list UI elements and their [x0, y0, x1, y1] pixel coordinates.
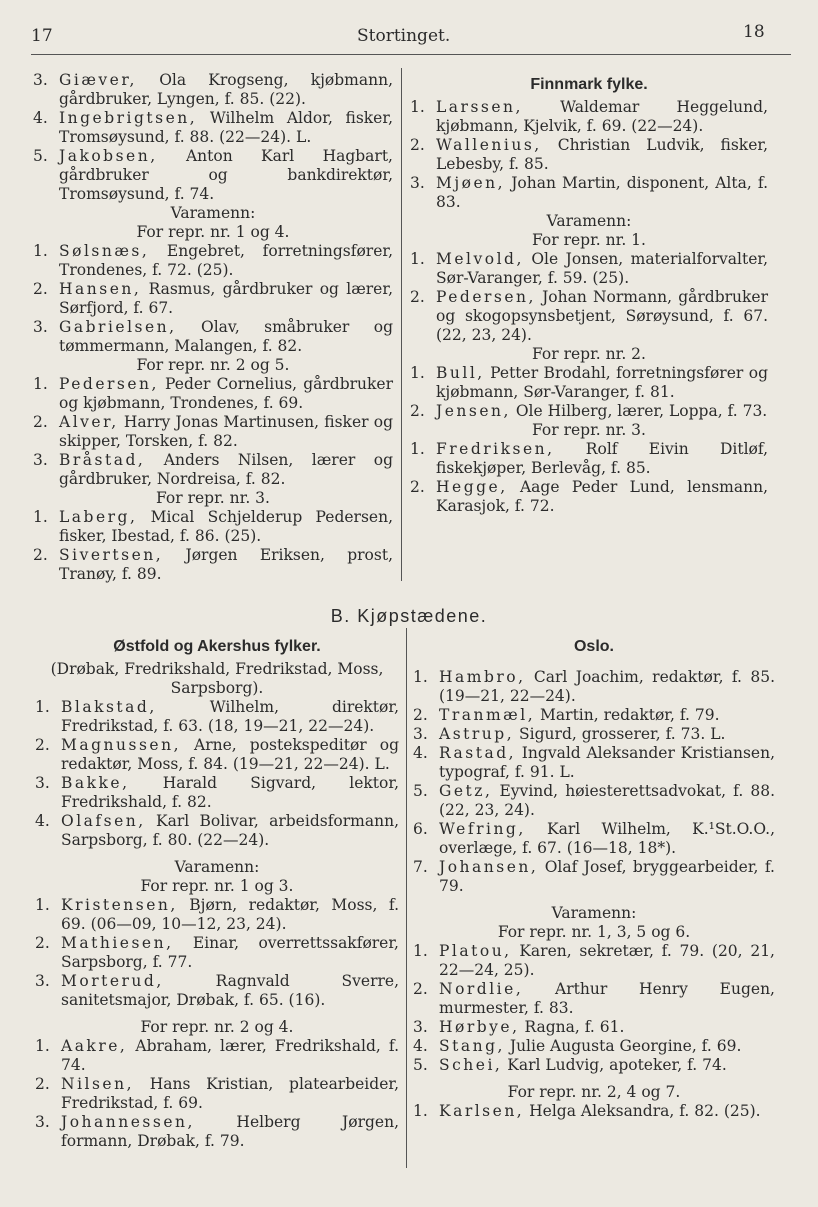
- column-bottom-left: [35, 637, 399, 1151]
- item-number: 6.: [413, 820, 428, 838]
- section-heading: Oslo.: [573, 638, 614, 655]
- item-number: 5.: [33, 147, 48, 165]
- list-item: [413, 942, 775, 980]
- item-number: 1.: [35, 896, 50, 914]
- item-number: 1.: [410, 440, 425, 458]
- person-name: Sølsnæs,: [59, 242, 150, 260]
- list-item: [413, 1056, 775, 1075]
- person-name: Blakstad,: [61, 698, 157, 716]
- person-details: Helga Aleksandra, f. 82. (25).: [524, 1102, 761, 1120]
- list-item: [35, 896, 399, 934]
- item-number: 7.: [413, 858, 428, 876]
- list-item: [33, 147, 393, 204]
- person-name: Morterud,: [61, 972, 164, 990]
- person-name: Stang,: [439, 1037, 505, 1055]
- list-item: [413, 706, 775, 725]
- item-number: 3.: [35, 1113, 50, 1131]
- item-number: 3.: [33, 71, 48, 89]
- item-number: 3.: [410, 174, 425, 192]
- person-details: Karl Wilhelm, K.¹St.O.O., overlæge, f. 67. (16—18, 18*).: [439, 820, 775, 857]
- item-number: 3.: [33, 318, 48, 336]
- list-item: [33, 242, 393, 280]
- subheading: For repr. nr. 3.: [156, 489, 270, 507]
- person-name: Wallenius,: [436, 136, 542, 154]
- person-details: Sigurd, grosserer, f. 73. L.: [514, 725, 726, 743]
- item-number: 4.: [413, 1037, 428, 1055]
- item-number: 1.: [33, 508, 48, 526]
- page-number-right: 18: [743, 22, 765, 42]
- column-top-left: [33, 71, 393, 584]
- spacer: [35, 850, 399, 858]
- person-details: Julie Augusta Georgine, f. 69.: [504, 1037, 742, 1055]
- person-details: Karl Ludvig, apoteker, f. 74.: [502, 1056, 727, 1074]
- person-details: Abraham, lærer, Fredrikshald, f. 74.: [61, 1037, 399, 1074]
- item-number: 1.: [413, 1102, 428, 1120]
- person-name: Jensen,: [436, 402, 511, 420]
- list-item: [35, 1075, 399, 1113]
- person-name: Pedersen,: [436, 288, 536, 306]
- person-name: Johansen,: [439, 858, 539, 876]
- person-name: Hegge,: [436, 478, 508, 496]
- item-number: 2.: [35, 934, 50, 952]
- person-name: Hambro,: [439, 668, 526, 686]
- item-number: 3.: [413, 725, 428, 743]
- person-details: Aage Peder Lund, lensmann, Karasjok, f. 72.: [436, 478, 768, 515]
- spacer: [413, 896, 775, 904]
- item-number: 1.: [410, 364, 425, 382]
- subheading: Varamenn:: [174, 858, 260, 876]
- person-name: Bakke,: [61, 774, 130, 792]
- list-item: [410, 250, 768, 288]
- person-name: Giæver,: [59, 71, 137, 89]
- person-details: Arne, postekspeditør og redaktør, Moss, f. 84. (19—21, 22—24). L.: [61, 736, 399, 773]
- list-item: [33, 413, 393, 451]
- person-details: Ola Krogseng, kjøbmann, gårdbruker, Lyngen, f. 85. (22).: [59, 71, 393, 108]
- item-number: 1.: [33, 375, 48, 393]
- list-item: [410, 478, 768, 516]
- person-details: Karen, sekretær, f. 79. (20, 21, 22—24, 25).: [439, 942, 775, 979]
- item-number: 2.: [410, 136, 425, 154]
- list-item: [410, 364, 768, 402]
- list-item: [35, 1113, 399, 1151]
- person-details: Ingvald Aleksander Kristiansen, typograf, f. 91. L.: [439, 744, 775, 781]
- section-heading: Østfold og Akershus fylker.: [113, 638, 321, 655]
- person-details: Wilhelm Aldor, fisker, Tromsøysund, f. 88. (22—24). L.: [59, 109, 393, 146]
- list-item: [33, 508, 393, 546]
- item-number: 2.: [413, 706, 428, 724]
- subheading: Varamenn:: [546, 212, 632, 230]
- item-number: 1.: [413, 668, 428, 686]
- item-number: 1.: [410, 250, 425, 268]
- person-details: Carl Joachim, redaktør, f. 85. (19—21, 22—24).: [439, 668, 775, 705]
- person-name: Laberg,: [59, 508, 138, 526]
- list-item: [413, 668, 775, 706]
- person-name: Mathiesen,: [61, 934, 174, 952]
- list-item: [410, 174, 768, 212]
- subheading: For repr. nr. 2 og 4.: [140, 1018, 294, 1036]
- person-name: Melvold,: [436, 250, 524, 268]
- item-number: 2.: [35, 1075, 50, 1093]
- person-details: Helberg Jørgen, formann, Drøbak, f. 79.: [61, 1113, 399, 1150]
- person-name: Olafsen,: [61, 812, 146, 830]
- list-item: [413, 820, 775, 858]
- person-details: Ragna, f. 61.: [519, 1018, 625, 1036]
- item-number: 1.: [35, 1037, 50, 1055]
- person-details: Eyvind, høiesterettsadvokat, f. 88. (22, 23, 24).: [439, 782, 775, 819]
- subheading: Varamenn:: [170, 204, 256, 222]
- list-item: [413, 1037, 775, 1056]
- item-number: 2.: [413, 980, 428, 998]
- person-name: Schei,: [439, 1056, 503, 1074]
- person-name: Ingebrigtsen,: [59, 109, 198, 127]
- person-details: Petter Brodahl, forretningsfører og kjøbmann, Sør-Varanger, f. 81.: [436, 364, 768, 401]
- item-number: 3.: [33, 451, 48, 469]
- item-number: 2.: [33, 280, 48, 298]
- section-title: B. Kjøpstædene.: [330, 606, 488, 626]
- subheading: For repr. nr. 1.: [532, 231, 646, 249]
- person-details: Arthur Henry Eugen, murmester, f. 83.: [439, 980, 775, 1017]
- person-details: Harald Sigvard, lektor, Fredrikshald, f. 82.: [61, 774, 399, 811]
- list-item: [413, 725, 775, 744]
- person-details: Christian Ludvik, fisker, Lebesby, f. 85.: [436, 136, 768, 173]
- spacer: [35, 1010, 399, 1018]
- column-divider-bottom: [406, 628, 407, 1168]
- person-details: Johan Martin, disponent, Alta, f. 83.: [436, 174, 768, 211]
- person-name: Getz,: [439, 782, 493, 800]
- person-name: Bråstad,: [59, 451, 146, 469]
- person-details: Johan Normann, gårdbruker og skogopsynsbetjent, Sørøysund, f. 67. (22, 23, 24).: [436, 288, 768, 344]
- person-details: Waldemar Heggelund, kjøbmann, Kjelvik, f. 69. (22—24).: [436, 98, 768, 135]
- item-number: 1.: [413, 942, 428, 960]
- subheading: For repr. nr. 1 og 4.: [136, 223, 290, 241]
- item-number: 2.: [33, 413, 48, 431]
- page-title: Stortinget.: [357, 26, 451, 46]
- item-number: 2.: [410, 288, 425, 306]
- list-item: [35, 736, 399, 774]
- subheading: Varamenn:: [551, 904, 637, 922]
- item-number: 2.: [33, 546, 48, 564]
- column-bottom-right: [413, 637, 775, 1121]
- person-name: Aakre,: [61, 1037, 128, 1055]
- item-number: 5.: [413, 782, 428, 800]
- item-number: 1.: [410, 98, 425, 116]
- list-item: [413, 980, 775, 1018]
- list-item: [410, 440, 768, 478]
- person-name: Nilsen,: [61, 1075, 135, 1093]
- person-details: Rasmus, gårdbruker og lærer, Sørfjord, f. 67.: [59, 280, 393, 317]
- item-number: 4.: [35, 812, 50, 830]
- person-name: Wefring,: [439, 820, 526, 838]
- person-name: Jakobsen,: [59, 147, 158, 165]
- person-name: Platou,: [439, 942, 512, 960]
- person-name: Alver,: [59, 413, 119, 431]
- spacer: [413, 1075, 775, 1083]
- subheading: For repr. nr. 2 og 5.: [136, 356, 290, 374]
- section-heading: Finnmark fylke.: [530, 76, 648, 93]
- subheading: For repr. nr. 2.: [532, 345, 646, 363]
- list-item: [410, 288, 768, 345]
- person-details: Ole Jonsen, materialforvalter, Sør-Varanger, f. 59. (25).: [436, 250, 768, 287]
- list-item: [413, 858, 775, 896]
- list-item: [413, 744, 775, 782]
- item-number: 4.: [413, 744, 428, 762]
- person-details: Karl Bolivar, arbeidsformann, Sarpsborg, f. 80. (22—24).: [61, 812, 399, 849]
- person-details: Martin, redaktør, f. 79.: [535, 706, 720, 724]
- list-item: [33, 375, 393, 413]
- person-name: Mjøen,: [436, 174, 506, 192]
- list-item: [35, 812, 399, 850]
- subheading: For repr. nr. 1 og 3.: [140, 877, 294, 895]
- item-number: 1.: [33, 242, 48, 260]
- header-rule: [31, 54, 791, 55]
- list-item: [413, 1018, 775, 1037]
- item-number: 4.: [33, 109, 48, 127]
- subheading: For repr. nr. 1, 3, 5 og 6.: [497, 923, 691, 941]
- list-item: [35, 934, 399, 972]
- item-number: 2.: [410, 478, 425, 496]
- person-name: Tranmæl,: [439, 706, 536, 724]
- list-item: [33, 318, 393, 356]
- item-number: 2.: [35, 736, 50, 754]
- person-details: Hans Kristian, platearbeider, Fredrikstad, f. 69.: [61, 1075, 399, 1112]
- person-details: Ragnvald Sverre, sanitetsmajor, Drøbak, f. 65. (16).: [61, 972, 399, 1009]
- person-name: Pedersen,: [59, 375, 159, 393]
- person-name: Bull,: [436, 364, 485, 382]
- person-details: Einar, overrettssakfører, Sarpsborg, f. 77.: [61, 934, 399, 971]
- person-name: Nordlie,: [439, 980, 524, 998]
- item-number: 2.: [410, 402, 425, 420]
- list-item: [35, 774, 399, 812]
- list-item: [410, 98, 768, 136]
- person-name: Astrup,: [439, 725, 515, 743]
- item-number: 5.: [413, 1056, 428, 1074]
- list-item: [35, 1037, 399, 1075]
- list-item: [33, 546, 393, 584]
- person-details: Mical Schjelderup Pedersen, fisker, Ibestad, f. 86. (25).: [59, 508, 393, 545]
- page-number-left: 17: [31, 26, 53, 46]
- list-item: [413, 782, 775, 820]
- list-item: [33, 71, 393, 109]
- list-item: [35, 698, 399, 736]
- subheading: (Drøbak, Fredrikshald, Fredrikstad, Moss, Sarpsborg).: [50, 660, 384, 697]
- person-details: Harry Jonas Martinusen, fisker og skipper, Torsken, f. 82.: [59, 413, 393, 450]
- person-details: Anton Karl Hagbart, gårdbruker og bankdirektør, Tromsøysund, f. 74.: [59, 147, 393, 203]
- subheading: For repr. nr. 3.: [532, 421, 646, 439]
- column-top-right: [410, 75, 768, 516]
- person-details: Peder Cornelius, gårdbruker og kjøbmann, Trondenes, f. 69.: [59, 375, 393, 412]
- person-details: Engebret, forretningsfører, Trondenes, f. 72. (25).: [59, 242, 393, 279]
- person-name: Kristensen,: [61, 896, 178, 914]
- person-name: Rastad,: [439, 744, 517, 762]
- subheading: For repr. nr. 2, 4 og 7.: [507, 1083, 681, 1101]
- person-name: Hansen,: [59, 280, 142, 298]
- column-divider-top: [401, 68, 402, 581]
- person-name: Magnussen,: [61, 736, 181, 754]
- list-item: [410, 402, 768, 421]
- spacer: [413, 660, 775, 668]
- item-number: 3.: [413, 1018, 428, 1036]
- item-number: 3.: [35, 774, 50, 792]
- item-number: 3.: [35, 972, 50, 990]
- item-number: 1.: [35, 698, 50, 716]
- person-details: Wilhelm, direktør, Fredrikstad, f. 63. (18, 19—21, 22—24).: [61, 698, 399, 735]
- person-details: Bjørn, redaktør, Moss, f. 69. (06—09, 10—12, 23, 24).: [61, 896, 399, 933]
- list-item: [33, 109, 393, 147]
- person-name: Karlsen,: [439, 1102, 525, 1120]
- list-item: [33, 280, 393, 318]
- list-item: [410, 136, 768, 174]
- person-details: Ole Hilberg, lærer, Loppa, f. 73.: [510, 402, 768, 420]
- person-details: Jørgen Eriksen, prost, Tranøy, f. 89.: [59, 546, 393, 583]
- person-details: Olaf Josef, bryggearbeider, f. 79.: [439, 858, 775, 895]
- person-name: Larssen,: [436, 98, 523, 116]
- list-item: [33, 451, 393, 489]
- person-details: Olav, småbruker og tømmermann, Malangen, f. 82.: [59, 318, 393, 355]
- person-details: Rolf Eivin Ditløf, fiskekjøper, Berlevåg, f. 85.: [436, 440, 768, 477]
- person-name: Fredriksen,: [436, 440, 555, 458]
- list-item: [413, 1102, 775, 1121]
- person-name: Johannessen,: [61, 1113, 195, 1131]
- person-name: Gabrielsen,: [59, 318, 177, 336]
- person-name: Sivertsen,: [59, 546, 164, 564]
- person-name: Hørbye,: [439, 1018, 520, 1036]
- list-item: [35, 972, 399, 1010]
- person-details: Anders Nilsen, lærer og gårdbruker, Nordreisa, f. 82.: [59, 451, 393, 488]
